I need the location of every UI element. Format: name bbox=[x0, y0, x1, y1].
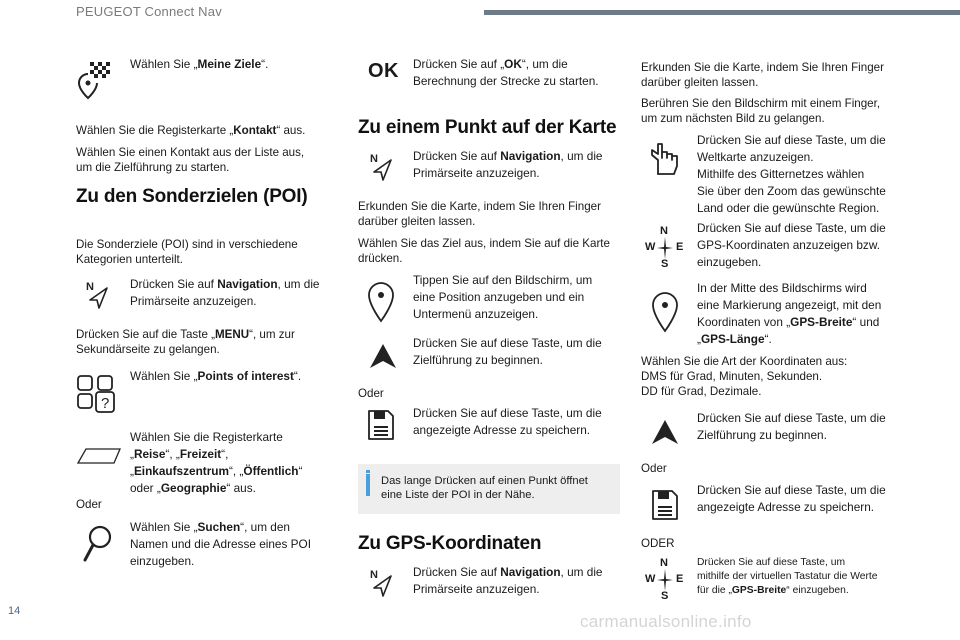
search-icon bbox=[82, 524, 114, 564]
hand-icon bbox=[648, 140, 682, 176]
poi-heading: Zu den Sonderzielen (POI) bbox=[76, 186, 308, 207]
svg-text:N: N bbox=[370, 569, 378, 581]
header-bar bbox=[484, 10, 960, 15]
keyboard-text-1: Drücken Sie auf diese Taste, um bbox=[697, 557, 846, 568]
ok-icon: OK bbox=[368, 60, 399, 82]
compass-s: S bbox=[661, 258, 669, 270]
col2-nav-text-2: Primärseite anzuzeigen. bbox=[413, 166, 540, 180]
format-text-2: DMS für Grad, Minuten, Sekunden. bbox=[641, 370, 823, 383]
compass-n: N bbox=[660, 557, 668, 569]
col2-start-2: Zielführung zu beginnen. bbox=[413, 353, 543, 367]
col2-oder: Oder bbox=[358, 387, 384, 400]
col3-explore-2: darüber gleiten lassen. bbox=[641, 76, 759, 89]
navigation-arrow-icon bbox=[84, 280, 110, 310]
gps-nav-text-1: Drücken Sie auf Navigation, um die bbox=[413, 565, 603, 579]
marker-text-1: In der Mitte des Bildschirms wird bbox=[697, 281, 867, 295]
gps-heading: Zu GPS-Koordinaten bbox=[358, 533, 542, 554]
col2-explore-1: Erkunden Sie die Karte, indem Sie Ihren Finger bbox=[358, 200, 601, 213]
col2-save-2: angezeigte Adresse zu speichern. bbox=[413, 423, 591, 437]
compass-w: W bbox=[645, 241, 656, 253]
col2-explore-2: darüber gleiten lassen. bbox=[358, 215, 476, 228]
gps-text-3: einzugeben. bbox=[697, 255, 762, 269]
save-address-icon bbox=[366, 408, 396, 442]
tap-text-1: Tippen Sie auf den Bildschirm, um bbox=[413, 273, 593, 287]
poi-intro-2: Kategorien unterteilt. bbox=[76, 253, 183, 266]
navigation-arrow-icon bbox=[368, 568, 394, 598]
compass-n: N bbox=[660, 225, 668, 237]
tabs-text-3: „Einkaufszentrum“, „Öffentlich“ bbox=[130, 464, 303, 478]
menu-text-1: Drücken Sie auf die Taste „MENU“, um zur bbox=[76, 328, 295, 341]
meine-ziele-text: Wählen Sie „Meine Ziele“. bbox=[130, 57, 269, 71]
start-guidance-icon bbox=[368, 342, 398, 370]
touch-text-2: um zum nächsten Bild zu gelangen. bbox=[641, 112, 825, 125]
tap-text-3: Untermenü anzuzeigen. bbox=[413, 307, 539, 321]
world-text-4: Sie über den Zoom das gewünschte bbox=[697, 184, 886, 198]
compass-e: E bbox=[676, 573, 684, 585]
col2-start-1: Drücken Sie auf diese Taste, um die bbox=[413, 336, 602, 350]
compass-icon bbox=[645, 225, 684, 270]
keyboard-text-2: mithilfe der virtuellen Tastatur die Werte bbox=[697, 571, 878, 582]
location-pin-icon bbox=[650, 290, 680, 334]
poi-categories-icon bbox=[76, 372, 118, 414]
map-point-heading: Zu einem Punkt auf der Karte bbox=[358, 117, 617, 138]
info-text-2: eine Liste der POI in der Nähe. bbox=[381, 489, 535, 501]
tabs-text-2: „Reise“, „Freizeit“, bbox=[130, 447, 229, 461]
save-address-icon bbox=[650, 488, 680, 522]
flag-pin-icon bbox=[76, 60, 110, 100]
touch-text-1: Berühren Sie den Bildschirm mit einem Finger, bbox=[641, 97, 881, 110]
compass-s: S bbox=[661, 590, 669, 602]
location-pin-icon bbox=[366, 280, 396, 324]
gps-text-2: GPS-Koordinaten anzuzeigen bzw. bbox=[697, 238, 880, 252]
start-guidance-icon bbox=[650, 418, 680, 446]
page-number: 14 bbox=[8, 605, 21, 617]
suchen-text-2: Namen und die Adresse eines POI bbox=[130, 537, 311, 551]
svg-text:N: N bbox=[370, 153, 378, 165]
info-icon bbox=[366, 474, 370, 496]
col2-nav-text-1: Drücken Sie auf Navigation, um die bbox=[413, 149, 603, 163]
marker-text-4: „GPS-Länge“. bbox=[697, 332, 772, 346]
world-text-1: Drücken Sie auf diese Taste, um die bbox=[697, 133, 886, 147]
world-text-5: Land oder die gewünschte Region. bbox=[697, 201, 880, 215]
tabs-text-1: Wählen Sie die Registerkarte bbox=[130, 430, 283, 444]
col3-start-2: Zielführung zu beginnen. bbox=[697, 428, 827, 442]
kontakt-list-text-2: um die Zielführung zu starten. bbox=[76, 161, 230, 174]
info-icon-dot bbox=[366, 470, 370, 473]
world-text-3: Mithilfe des Gitternetzes wählen bbox=[697, 167, 865, 181]
header-title: PEUGEOT Connect Nav bbox=[76, 4, 222, 19]
navigation-arrow-icon bbox=[368, 152, 394, 182]
points-of-interest-text: Wählen Sie „Points of interest“. bbox=[130, 369, 302, 383]
compass-e: E bbox=[676, 241, 684, 253]
tab-shape-icon bbox=[76, 446, 122, 466]
marker-text-3: Koordinaten von „GPS-Breite“ und bbox=[697, 315, 880, 329]
col3-oder-caps: ODER bbox=[641, 537, 675, 550]
ok-text-2: Berechnung der Strecke zu starten. bbox=[413, 74, 599, 88]
svg-text:N: N bbox=[86, 281, 94, 293]
choose-text-1: Wählen Sie das Ziel aus, indem Sie auf die Karte bbox=[358, 237, 610, 250]
ok-text-1: Drücken Sie auf „OK“, um die bbox=[413, 57, 568, 71]
kontakt-tab-text: Wählen Sie die Registerkarte „Kontakt“ aus. bbox=[76, 124, 306, 137]
format-text-1: Wählen Sie die Art der Koordinaten aus: bbox=[641, 355, 848, 368]
world-text-2: Weltkarte anzuzeigen. bbox=[697, 150, 814, 164]
col3-save-1: Drücken Sie auf diese Taste, um die bbox=[697, 483, 886, 497]
format-text-3: DD für Grad, Dezimale. bbox=[641, 385, 762, 398]
choose-text-2: drücken. bbox=[358, 252, 403, 265]
compass-icon bbox=[645, 557, 684, 602]
menu-text-2: Sekundärseite zu gelangen. bbox=[76, 343, 220, 356]
svg-text:?: ? bbox=[101, 395, 110, 412]
keyboard-text-3: für die „GPS-Breite“ einzugeben. bbox=[697, 585, 849, 596]
col1-oder: Oder bbox=[76, 498, 102, 511]
gps-nav-text-2: Primärseite anzuzeigen. bbox=[413, 582, 540, 596]
tap-text-2: eine Position anzugeben und ein bbox=[413, 290, 585, 304]
col1-nav-text-1: Drücken Sie auf Navigation, um die bbox=[130, 277, 320, 291]
info-text-1: Das lange Drücken auf einen Punkt öffnet bbox=[381, 475, 588, 487]
col1-nav-text-2: Primärseite anzuzeigen. bbox=[130, 294, 257, 308]
col3-explore-1: Erkunden Sie die Karte, indem Sie Ihren Finger bbox=[641, 61, 884, 74]
col3-oder: Oder bbox=[641, 462, 667, 475]
tabs-text-4: oder „Geographie“ aus. bbox=[130, 481, 256, 495]
suchen-text-1: Wählen Sie „Suchen“, um den bbox=[130, 520, 290, 534]
marker-text-2: eine Markierung angezeigt, mit den bbox=[697, 298, 882, 312]
compass-w: W bbox=[645, 573, 656, 585]
kontakt-list-text-1: Wählen Sie einen Kontakt aus der Liste aus, bbox=[76, 146, 305, 159]
col3-start-1: Drücken Sie auf diese Taste, um die bbox=[697, 411, 886, 425]
col2-save-1: Drücken Sie auf diese Taste, um die bbox=[413, 406, 602, 420]
gps-text-1: Drücken Sie auf diese Taste, um die bbox=[697, 221, 886, 235]
suchen-text-3: einzugeben. bbox=[130, 554, 195, 568]
col3-save-2: angezeigte Adresse zu speichern. bbox=[697, 500, 875, 514]
watermark: carmanualsonline.info bbox=[580, 612, 752, 631]
poi-intro-1: Die Sonderziele (POI) sind in verschiedene bbox=[76, 238, 298, 251]
